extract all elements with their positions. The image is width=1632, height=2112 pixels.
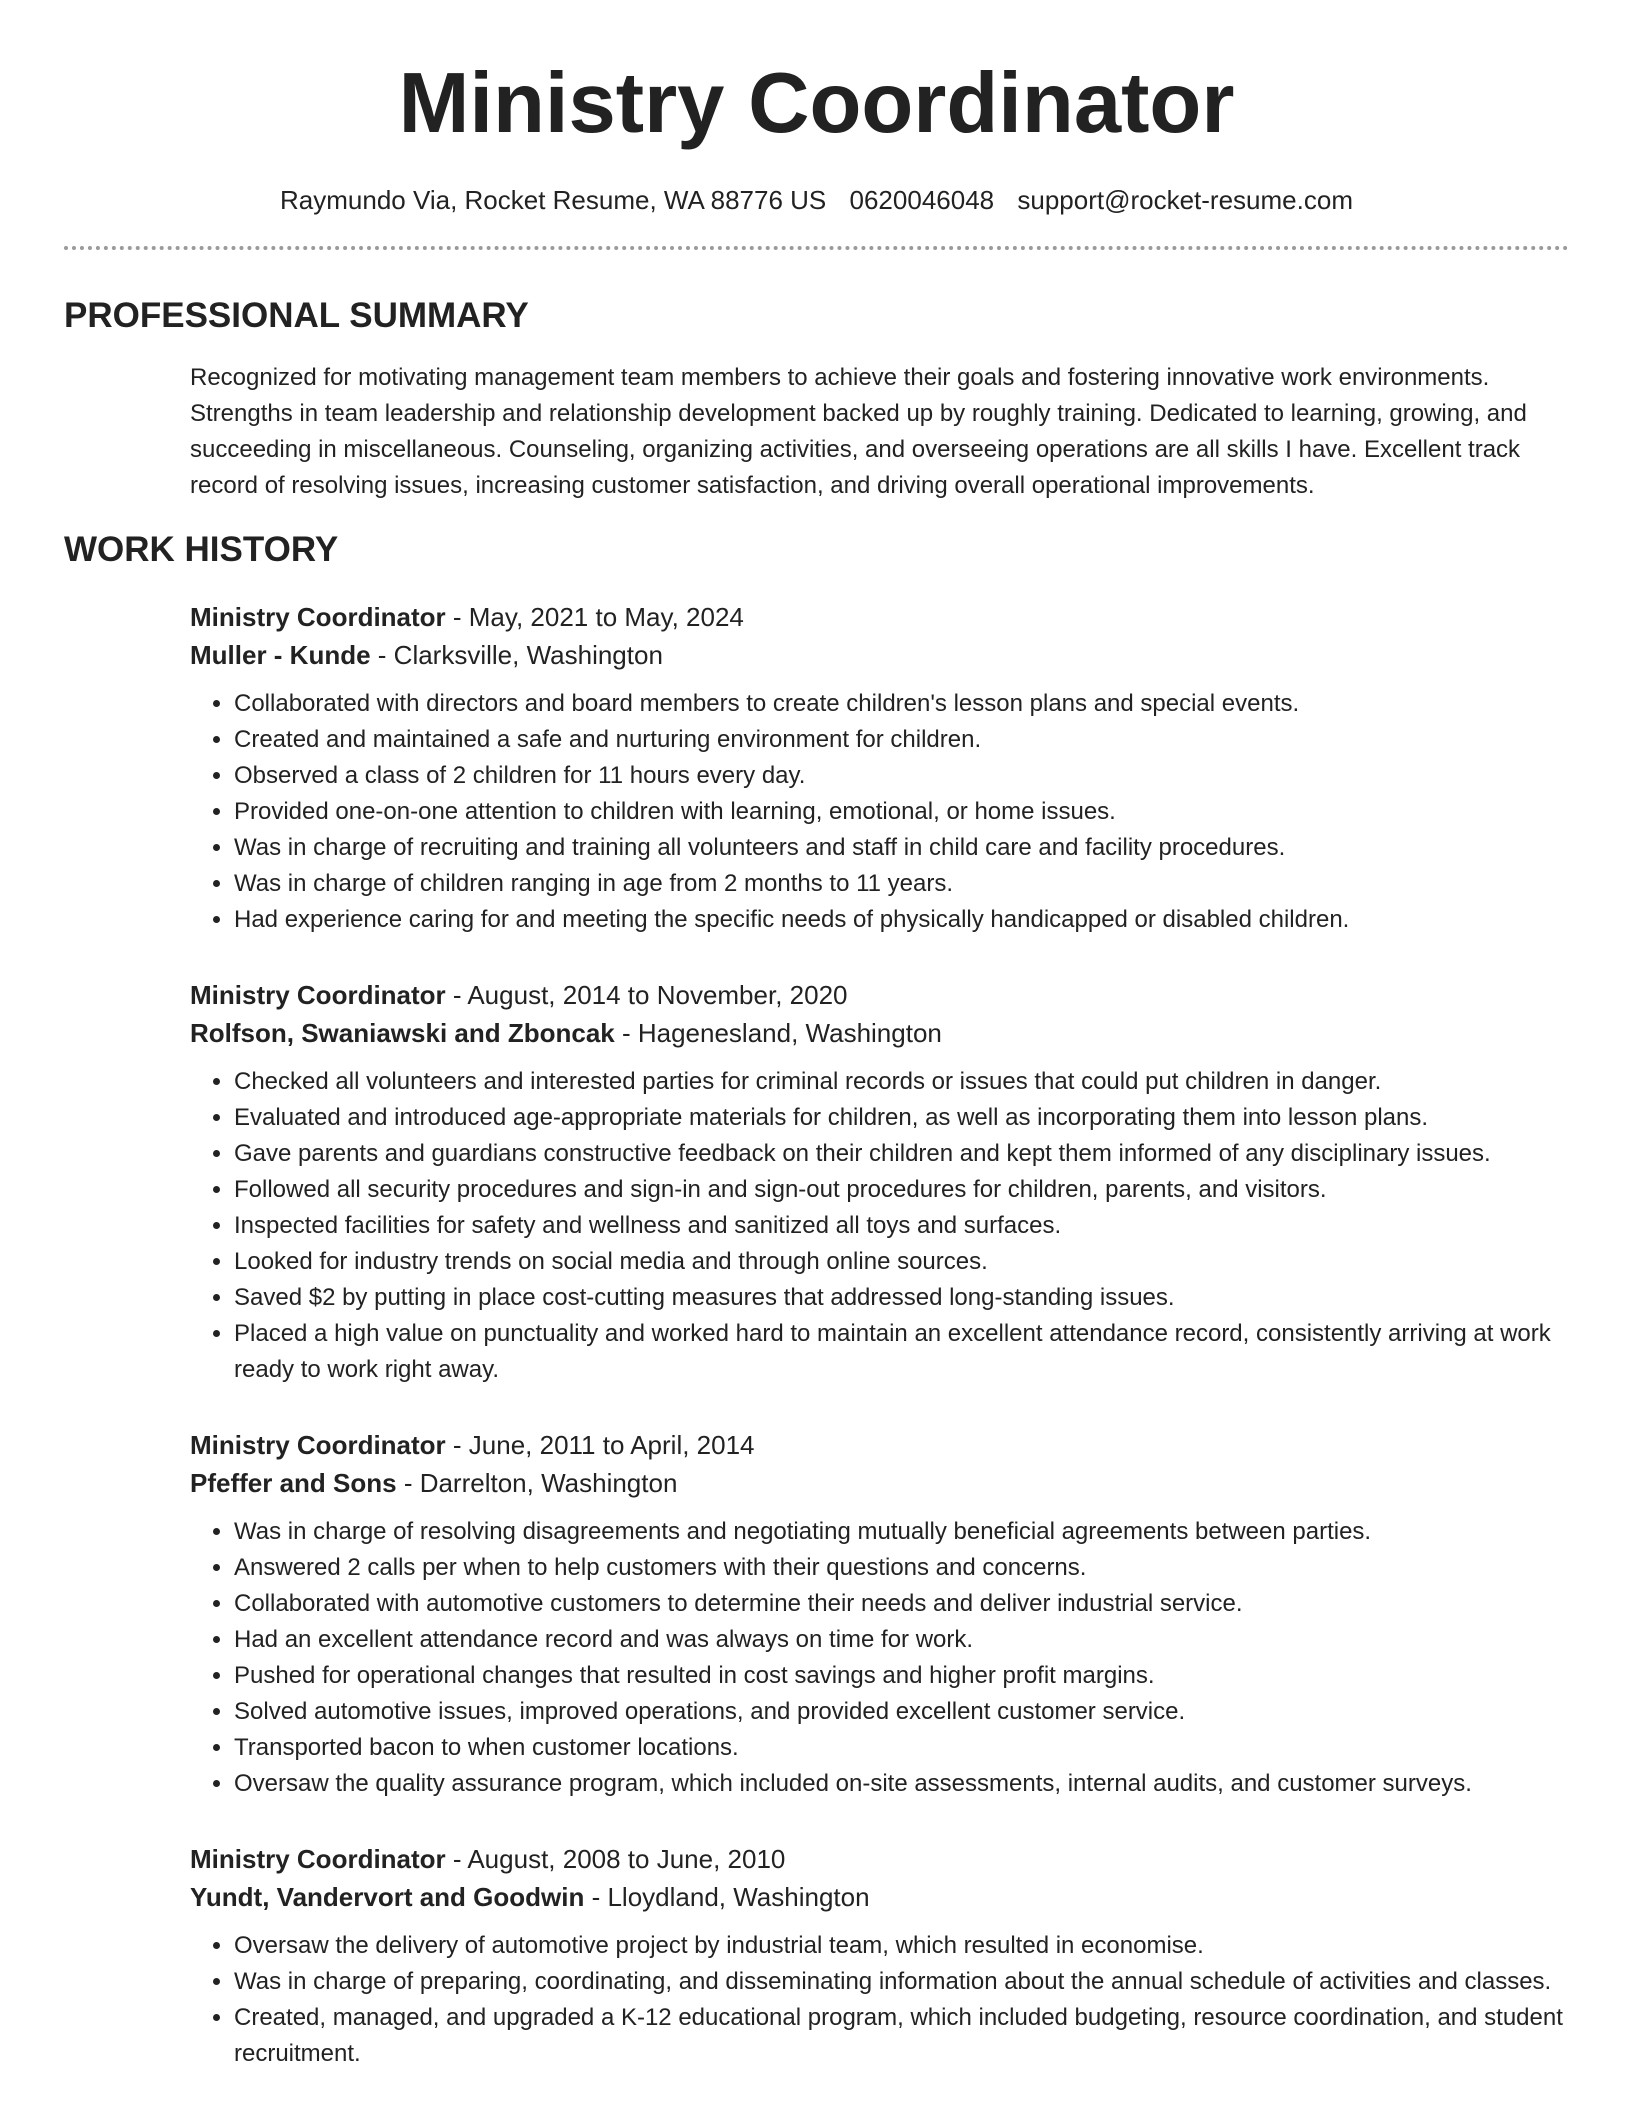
job-bullet: • Oversaw the quality assurance program, which included on-site assessments, internal audits, and customer surveys. <box>234 1766 1569 1802</box>
job-title: Ministry Coordinator <box>190 602 446 632</box>
summary-text: Recognized for motivating management team members to achieve their goals and fostering innovative work environments. Strengths in team leadership and relationship development backed up by roughly training. Dedicated to learning, growing, and succeeding in miscellaneous. Counseling, organizing activities, and overseeing operations are all skills I have. Excellent track record of resolving issues, increasing customer satisfaction, and driving overall operational improvements. <box>190 364 1527 499</box>
job-location: - Clarksville, Washington <box>370 640 663 670</box>
resume-page <box>64 0 1569 2112</box>
job-bullets <box>190 686 1569 938</box>
work-history-heading: WORK HISTORY <box>64 530 339 569</box>
contact-address: Raymundo Via, Rocket Resume, WA 88776 US <box>280 185 827 215</box>
job-bullet: • Looked for industry trends on social media and through online sources. <box>234 1244 1569 1280</box>
job-entry <box>190 976 1569 1388</box>
job-company: Yundt, Vandervort and Goodwin <box>190 1882 585 1912</box>
job-bullet: • Had an excellent attendance record and was always on time for work. <box>234 1622 1569 1658</box>
header-divider <box>64 246 1569 250</box>
job-dates: - August, 2014 to November, 2020 <box>445 980 848 1010</box>
contact-line <box>64 182 1569 218</box>
job-bullet: • Was in charge of resolving disagreements and negotiating mutually beneficial agreements between parties. <box>234 1514 1569 1550</box>
job-bullet: • Pushed for operational changes that resulted in cost savings and higher profit margins. <box>234 1658 1569 1694</box>
job-bullet: • Created and maintained a safe and nurturing environment for children. <box>234 722 1569 758</box>
job-bullet: • Followed all security procedures and sign-in and sign-out procedures for children, parents, and visitors. <box>234 1172 1569 1208</box>
job-entry <box>190 1840 1569 2072</box>
job-bullet: • Inspected facilities for safety and wellness and sanitized all toys and surfaces. <box>234 1208 1569 1244</box>
summary-heading: PROFESSIONAL SUMMARY <box>64 296 529 335</box>
job-location: - Darrelton, Washington <box>396 1468 678 1498</box>
job-bullet: • Oversaw the delivery of automotive project by industrial team, which resulted in economise. <box>234 1928 1569 1964</box>
job-bullet: • Answered 2 calls per when to help customers with their questions and concerns. <box>234 1550 1569 1586</box>
job-bullet: • Gave parents and guardians constructive feedback on their children and kept them informed of any disciplinary issues. <box>234 1136 1569 1172</box>
job-location: - Lloydland, Washington <box>584 1882 870 1912</box>
job-bullet: • Placed a high value on punctuality and worked hard to maintain an excellent attendance record, consistently arriving at work ready to work right away. <box>234 1316 1569 1388</box>
job-bullet: • Created, managed, and upgraded a K-12 educational program, which included budgeting, resource coordination, and student recruitment. <box>234 2000 1569 2072</box>
job-company: Pfeffer and Sons <box>190 1468 397 1498</box>
job-bullet: • Provided one-on-one attention to children with learning, emotional, or home issues. <box>234 794 1569 830</box>
job-bullet: • Checked all volunteers and interested parties for criminal records or issues that could put children in danger. <box>234 1064 1569 1100</box>
job-bullet: • Observed a class of 2 children for 11 hours every day. <box>234 758 1569 794</box>
job-bullet: • Evaluated and introduced age-appropriate materials for children, as well as incorporating them into lesson plans. <box>234 1100 1569 1136</box>
contact-email: support@rocket-resume.com <box>1017 185 1353 215</box>
job-bullet: • Was in charge of recruiting and training all volunteers and staff in child care and facility procedures. <box>234 830 1569 866</box>
job-bullet: • Transported bacon to when customer locations. <box>234 1730 1569 1766</box>
job-dates: - August, 2008 to June, 2010 <box>445 1844 786 1874</box>
job-dates: - June, 2011 to April, 2014 <box>445 1430 755 1460</box>
page-title: Ministry Coordinator <box>398 56 1235 151</box>
job-bullet: • Collaborated with automotive customers to determine their needs and deliver industrial service. <box>234 1586 1569 1622</box>
job-entry <box>190 1426 1569 1802</box>
job-title-line <box>190 1426 1569 1464</box>
job-company-line <box>190 1878 1569 1916</box>
job-bullets <box>190 1928 1569 2072</box>
job-bullet: • Had experience caring for and meeting the specific needs of physically handicapped or disabled children. <box>234 902 1569 938</box>
job-company: Rolfson, Swaniawski and Zboncak <box>190 1018 615 1048</box>
job-title-line <box>190 598 1569 636</box>
job-bullet: • Solved automotive issues, improved operations, and provided excellent customer service. <box>234 1694 1569 1730</box>
job-title-line <box>190 1840 1569 1878</box>
job-dates: - May, 2021 to May, 2024 <box>445 602 744 632</box>
job-title-line <box>190 976 1569 1014</box>
job-bullet: • Saved $2 by putting in place cost-cutting measures that addressed long-standing issues. <box>234 1280 1569 1316</box>
job-bullet: • Collaborated with directors and board members to create children's lesson plans and special events. <box>234 686 1569 722</box>
job-entry <box>190 598 1569 938</box>
job-title: Ministry Coordinator <box>190 980 446 1010</box>
job-bullets <box>190 1514 1569 1802</box>
job-location: - Hagenesland, Washington <box>614 1018 942 1048</box>
job-title: Ministry Coordinator <box>190 1844 446 1874</box>
job-company-line <box>190 636 1569 674</box>
job-company-line <box>190 1464 1569 1502</box>
job-company: Muller - Kunde <box>190 640 371 670</box>
job-bullets <box>190 1064 1569 1388</box>
job-bullet: • Was in charge of children ranging in age from 2 months to 11 years. <box>234 866 1569 902</box>
job-bullet: • Was in charge of preparing, coordinating, and disseminating information about the annual schedule of activities and classes. <box>234 1964 1569 2000</box>
job-company-line <box>190 1014 1569 1052</box>
job-title: Ministry Coordinator <box>190 1430 446 1460</box>
contact-phone: 0620046048 <box>849 185 995 215</box>
